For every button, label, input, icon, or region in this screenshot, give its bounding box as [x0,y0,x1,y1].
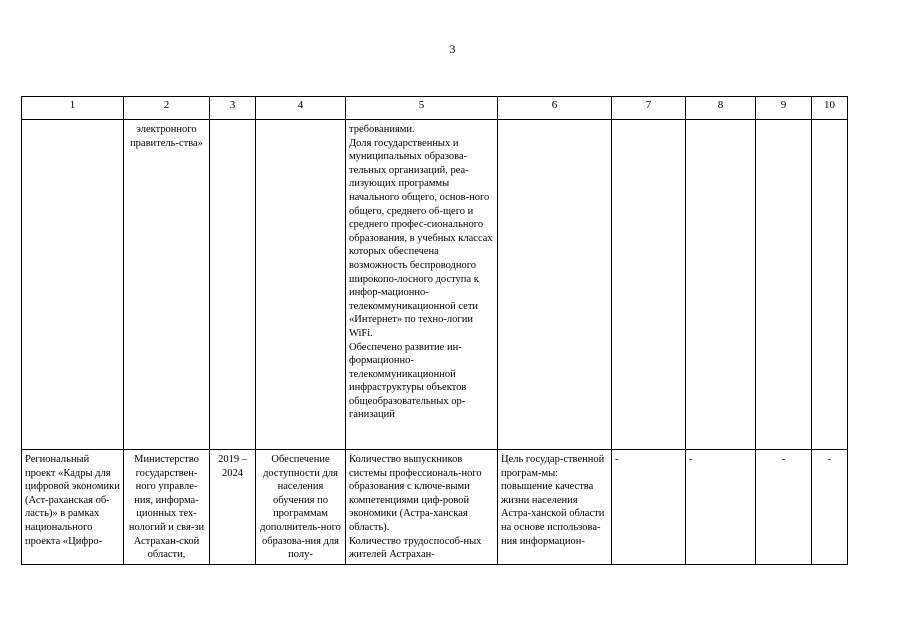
table-cell: Министерство государствен-ного управле-ния, информа-ционных тех-нологий и свя-зи Астрахан-ской области, [124,450,210,565]
table-cell: Цель государ-ственной програм-мы: повышение качества жизни населения Астра-ханской области на основе использова-ния информацион- [498,450,612,565]
column-header-7: 7 [612,97,686,120]
column-header-6: 6 [498,97,612,120]
column-header-5: 5 [346,97,498,120]
table-cell [256,120,346,450]
header-row [22,97,848,120]
table-cell: электронного правитель-ства» [124,120,210,450]
page-number: 3 [449,42,456,56]
table-row [22,120,848,450]
table-cell [612,120,686,450]
table-cell: Количество выпускников системы профессиональ-ного образования с ключе-выми компетенциями циф-ровой экономики (Астра-ханская область). Количество трудоспособ-ных жителей Астрахан- [346,450,498,565]
column-header-2: 2 [124,97,210,120]
table-cell [812,120,848,450]
table-cell [210,120,256,450]
table-row [22,450,848,565]
table-cell [22,120,124,450]
table-cell: Обеспечение доступности для населения обучения по программам дополнитель-ного образова-ния для полу- [256,450,346,565]
column-header-8: 8 [686,97,756,120]
program-table [21,96,848,565]
table-cell: Региональный проект «Кадры для цифровой экономики (Аст-раханская об-ласть)» в рамках национального проекта «Цифро- [22,450,124,565]
table-cell: - [686,450,756,565]
column-header-4: 4 [256,97,346,120]
table-cell: - [756,450,812,565]
table-cell [686,120,756,450]
column-header-3: 3 [210,97,256,120]
table-cell: требованиями. Доля государственных и муниципальных образова-тельных организаций, реа-лизующих программы начального общего, основ-ного общего, среднего об-щего и среднего профес-сионального образования, в учебных классах которых обеспечена возможность беспроводного широкопо-лосного доступа к инфор-мационно-телекоммуникационной сети «Интернет» по техно-логии WiFi. Обеспечено развитие ин-формационно-телекоммуникационной инфраструктуры объектов общеобразовательных ор-ганизаций [346,120,498,450]
column-header-9: 9 [756,97,812,120]
table-cell: - [812,450,848,565]
table-cell [756,120,812,450]
column-header-1: 1 [22,97,124,120]
table-cell: 2019 – 2024 [210,450,256,565]
column-header-10: 10 [812,97,848,120]
table-cell [498,120,612,450]
table-cell: - [612,450,686,565]
